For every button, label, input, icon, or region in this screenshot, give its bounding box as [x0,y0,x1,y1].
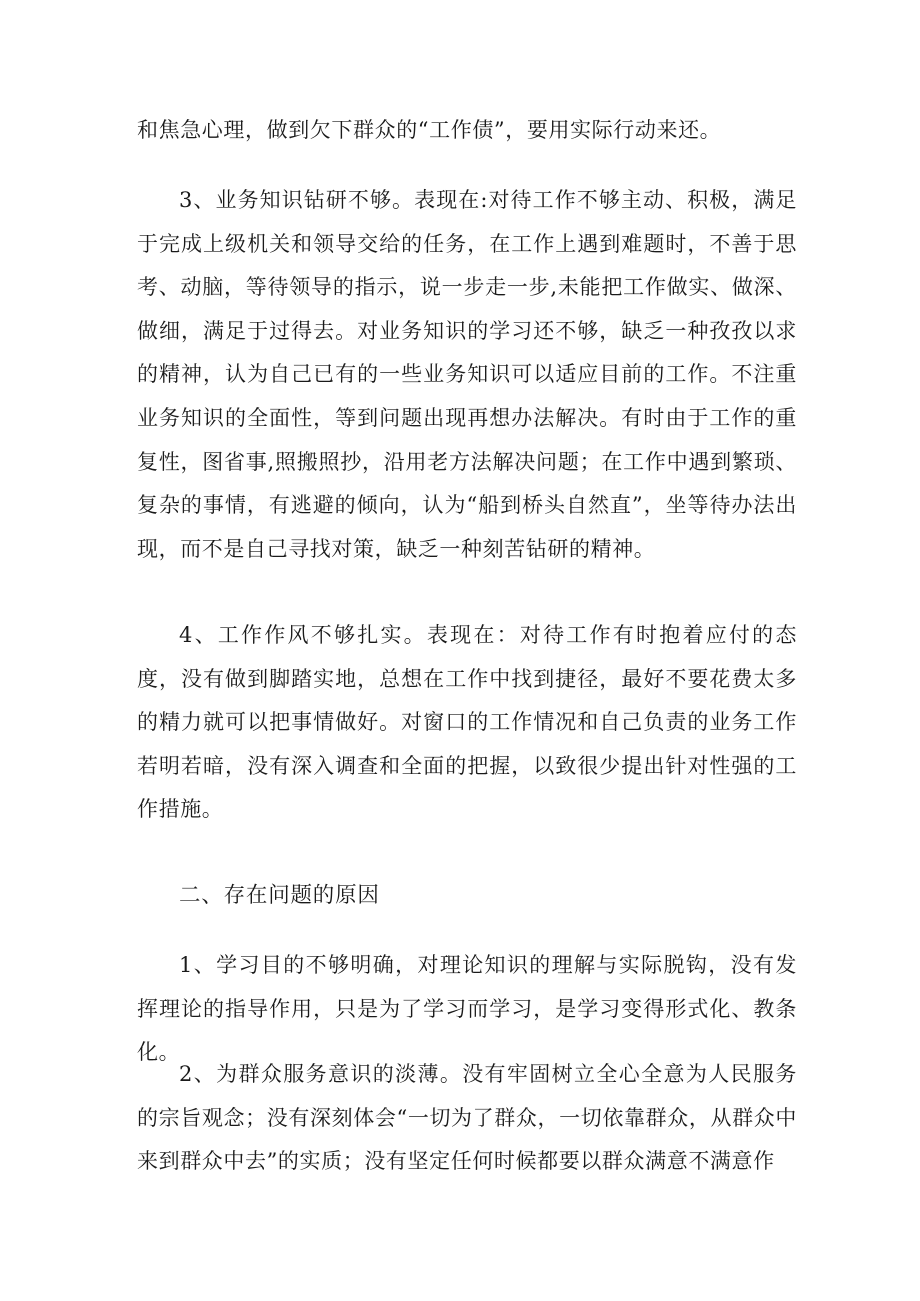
section-heading: 二、存在问题的原因 [179,883,380,908]
paragraph-reason-2: 2、为群众服务意识的淡薄。没有牢固树立全心全意为人民服务的宗旨观念；没有深刻体会“一切为了群众，一切依靠群众，从群众中来到群众中去”的实质；没有坚定任何时候都要以群众满意不满意作 [137,1062,797,1174]
paragraph-item-3: 3、业务知识钻研不够。表现在:对待工作不够主动、积极，满足于完成上级机关和领导交给的任务，在工作上遇到难题时，不善于思考、动脑，等待领导的指示，说一步走一步,未能把工作做实、做深、做细，满足于过得去。对业务知识的学习还不够，缺乏一种孜孜以求的精神，认为自己已有的一些业务知识可以适应目前的工作。不注重业务知识的全面性，等到问题出现再想办法解决。有时由于工作的重复性，图省事,照搬照抄，沿用老方法解决问题；在工作中遇到繁琐、复杂的事情，有逃避的倾向，认为“船到桥头自然直”，坐等待办法出现，而不是自己寻找对策，缺乏一种刻苦钻研的精神。 [137,188,797,561]
paragraph-reason-1: 1、学习目的不够明确，对理论知识的理解与实际脱钩，没有发挥理论的指导作用，只是为了学习而学习，是学习变得形式化、教条化。 [137,953,797,1065]
paragraph-continuation: 和焦急心理，做到欠下群众的“工作债”，要用实际行动来还。 [137,118,722,142]
paragraph-item-4: 4、工作作风不够扎实。表现在：对待工作有时抱着应付的态度，没有做到脚踏实地，总想在工作中找到捷径，最好不要花费太多的精力就可以把事情做好。对窗口的工作情况和自己负责的业务工作若明若暗，没有深入调查和全面的把握，以致很少提出针对性强的工作措施。 [137,623,797,822]
